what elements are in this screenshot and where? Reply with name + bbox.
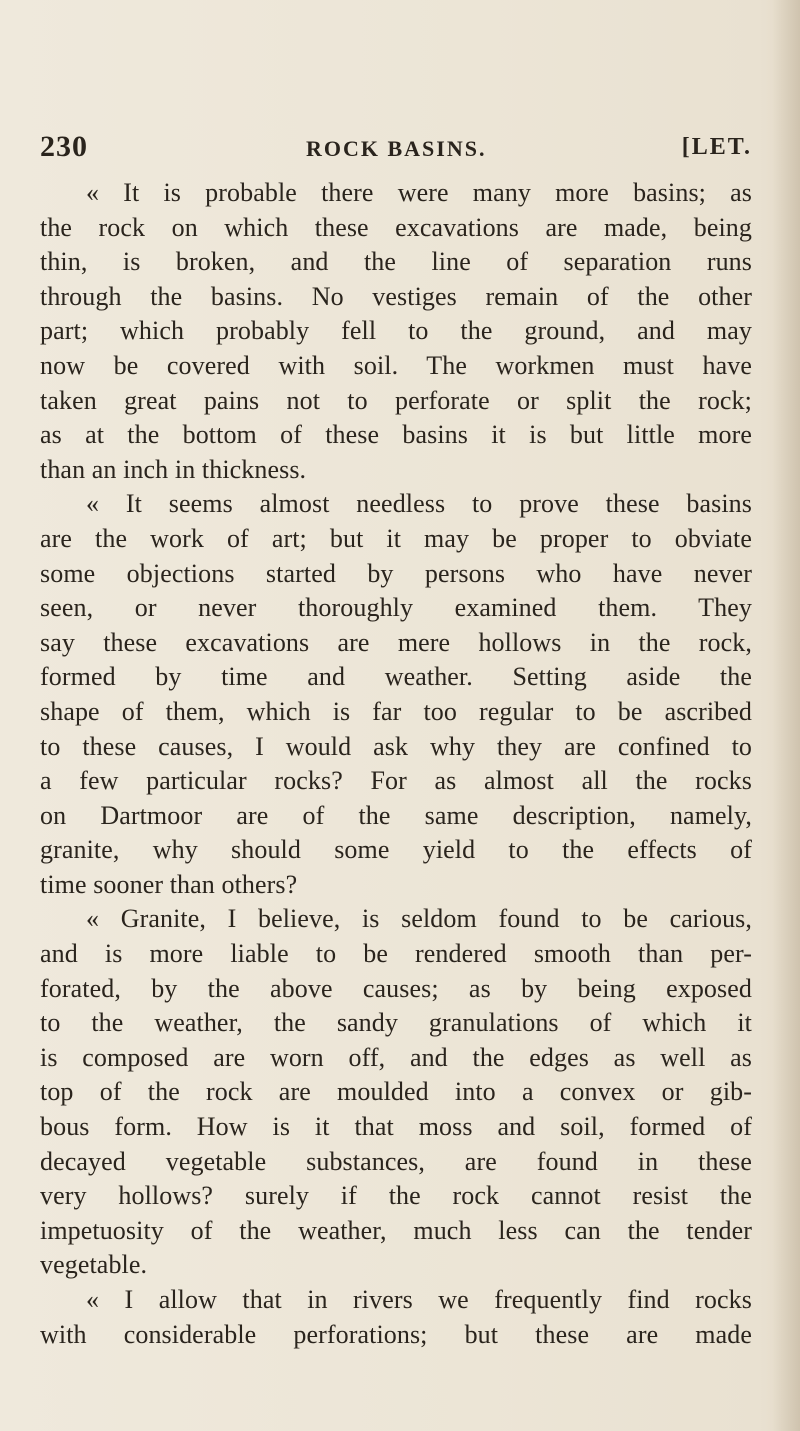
text-line: seen, or never thoroughly examined them. They [40, 593, 752, 623]
text-line: bous form. How is it that moss and soil, formed of [40, 1112, 752, 1142]
text-line: impetuosity of the weather, much less can the tender [40, 1215, 752, 1245]
text-line: as at the bottom of these basins it is but little more [40, 420, 752, 450]
text-line: forated, by the above causes; as by being exposed [40, 973, 752, 1003]
text-line: to the weather, the sandy granulations of which it [40, 1008, 752, 1038]
text-line: than an inch in thickness. [40, 454, 307, 484]
text-line: say these excavations are mere hollows in the rock, [40, 627, 752, 657]
text-line: formed by time and weather. Setting aside the [40, 662, 752, 692]
text-line: to these causes, I would ask why they are confined to [40, 731, 752, 761]
page-edge-shadow [772, 0, 800, 1431]
page-header [40, 130, 752, 170]
text-line: « Granite, I believe, is seldom found to be carious, [86, 904, 752, 934]
text-line: some objections started by persons who have never [40, 558, 752, 588]
text-line: a few particular rocks? For as almost all the rocks [40, 766, 752, 796]
text-line: now be covered with soil. The workmen must have [40, 350, 752, 380]
text-line: taken great pains not to perforate or split the rock; [40, 385, 752, 415]
text-line: is composed are worn off, and the edges as well as [40, 1042, 752, 1072]
text-line: are the work of art; but it may be proper to obviate [40, 523, 752, 553]
body-text [40, 176, 752, 1352]
section-mark: [LET. [681, 134, 752, 160]
text-line: granite, why should some yield to the effects of [40, 835, 752, 865]
text-line: vegetable. [40, 1250, 148, 1280]
page-number: 230 [40, 130, 88, 163]
text-line: part; which probably fell to the ground, and may [40, 316, 752, 346]
text-line: on Dartmoor are of the same description, namely, [40, 800, 752, 830]
text-line: decayed vegetable substances, are found in these [40, 1146, 752, 1176]
text-line: thin, is broken, and the line of separation runs [40, 247, 752, 277]
text-line: with considerable perforations; but these are made [40, 1319, 752, 1349]
text-line: through the basins. No vestiges remain of the other [40, 281, 752, 311]
text-line: top of the rock are moulded into a convex or gib- [40, 1077, 752, 1107]
text-line: « I allow that in rivers we frequently find rocks [86, 1285, 752, 1314]
text-line: « It is probable there were many more basins; as [86, 178, 752, 207]
text-line: and is more liable to be rendered smooth than per- [40, 939, 752, 969]
running-title: ROCK BASINS. [306, 136, 487, 161]
text-line: very hollows? surely if the rock cannot resist the [40, 1181, 752, 1211]
text-line: « It seems almost needless to prove these basins [86, 489, 752, 519]
text-line: the rock on which these excavations are made, being [40, 212, 752, 242]
text-line: time sooner than others? [40, 869, 298, 899]
text-line: shape of them, which is far too regular to be ascribed [40, 696, 752, 726]
